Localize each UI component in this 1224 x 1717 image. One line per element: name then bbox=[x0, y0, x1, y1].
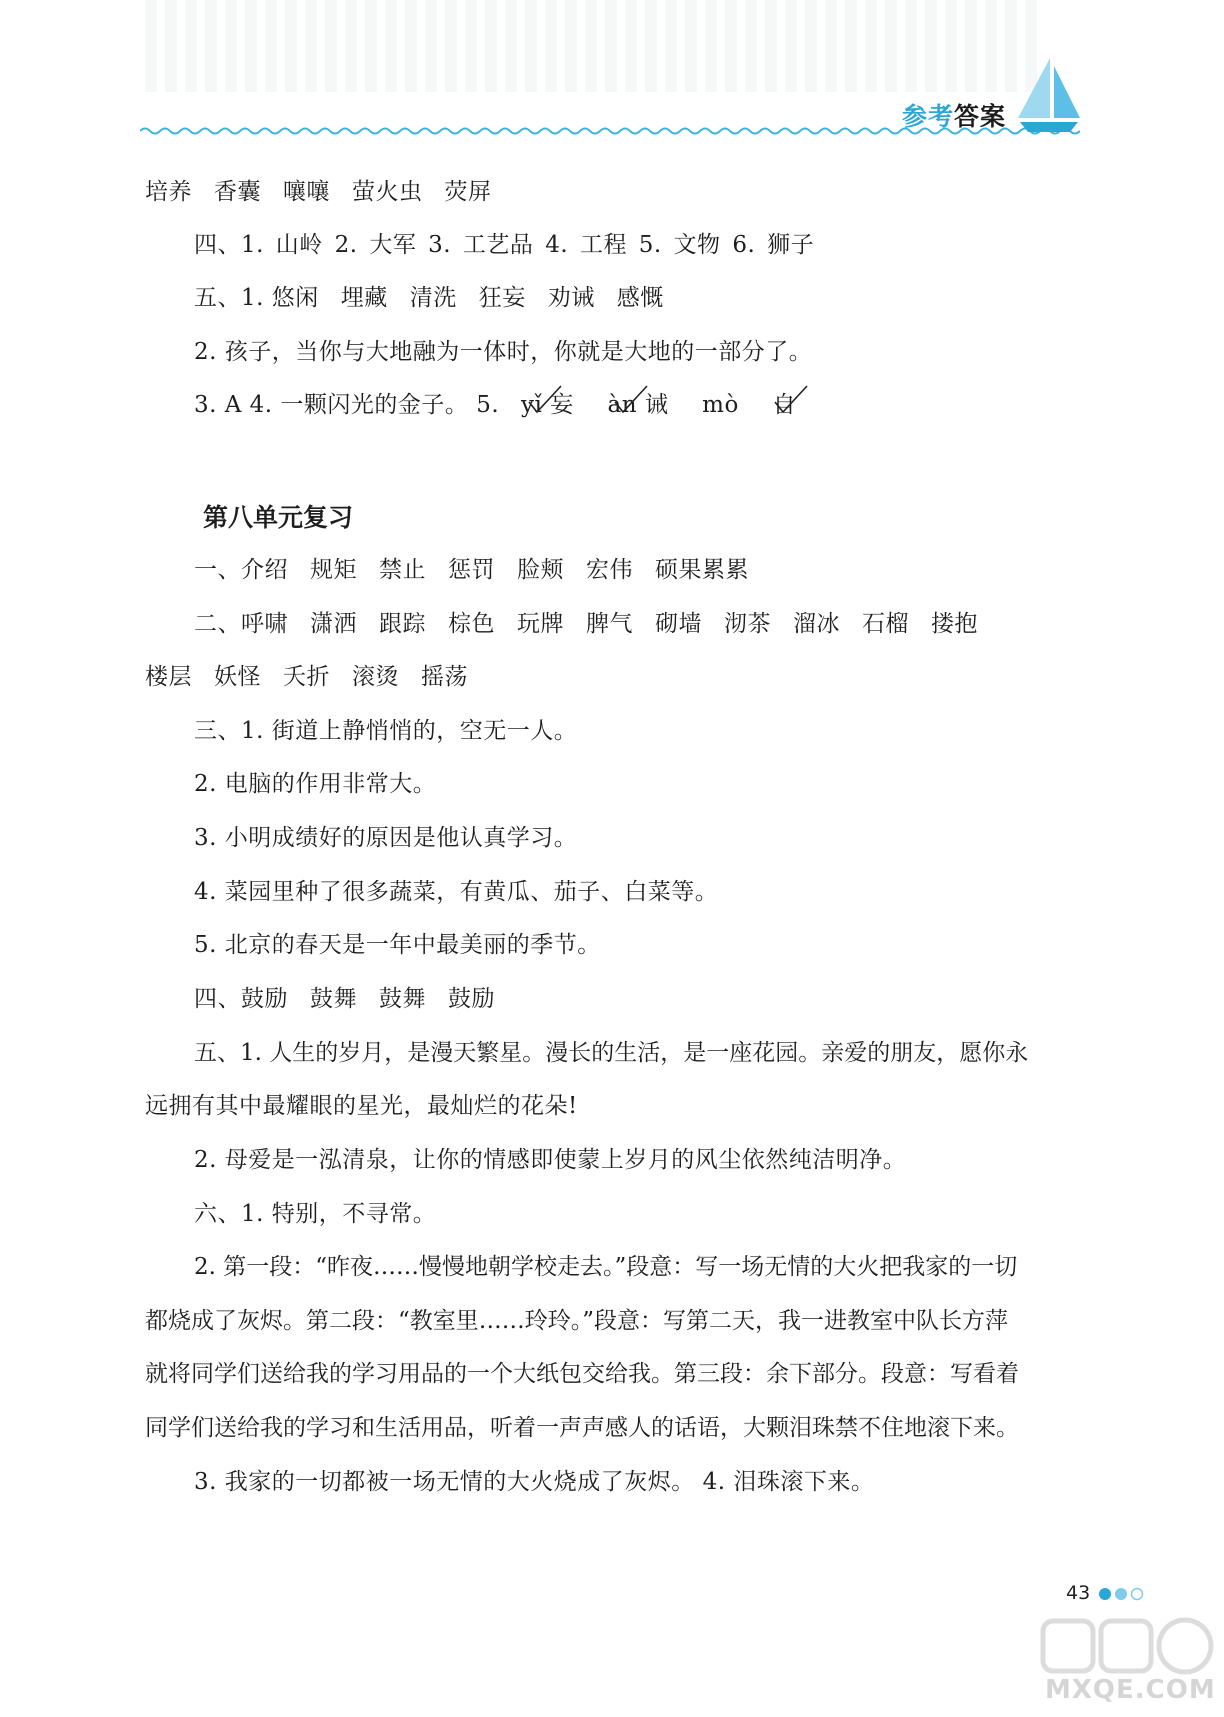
word: 禁止 bbox=[379, 557, 426, 583]
word: 萤火虫 bbox=[352, 179, 423, 205]
answer-line bbox=[194, 609, 978, 639]
title-part-1: 参考 bbox=[902, 102, 955, 131]
answer-line: 2. 母爱是一泓清泉，让你的情感即使蒙上岁月的风尘依然纯洁明净。 bbox=[194, 1147, 907, 1173]
word: 四、鼓励 bbox=[194, 986, 288, 1012]
answer-prefix: 3. A 4. 一颗闪光的金子。 5. bbox=[194, 392, 500, 418]
page-number: 43 bbox=[1066, 1582, 1091, 1604]
word: 楼层 bbox=[145, 664, 192, 690]
word: 夭折 bbox=[283, 664, 330, 690]
answer-line bbox=[145, 177, 514, 207]
pinyin-text: mò bbox=[702, 392, 739, 418]
checkmark-icon bbox=[769, 384, 809, 418]
pinyin-text: 自 bbox=[772, 392, 797, 418]
answer-line: 2. 第一段：“昨夜……慢慢地朝学校走去。”段意：写一场无情的大火把我家的一切 bbox=[194, 1254, 1018, 1280]
page-header bbox=[0, 0, 1224, 140]
answer-key-title bbox=[902, 97, 1006, 133]
word: 感慨 bbox=[616, 285, 664, 311]
pinyin-text: àn 诫 bbox=[607, 392, 669, 418]
word: 玩牌 bbox=[517, 611, 564, 637]
pinyin-answer bbox=[521, 390, 574, 420]
word: 规矩 bbox=[310, 557, 357, 583]
pinyin-answer bbox=[607, 390, 668, 420]
word: 脾气 bbox=[586, 611, 633, 637]
answer-line: 三、1. 街道上静悄悄的，空无一人。 bbox=[194, 718, 578, 744]
word: 惩罚 bbox=[448, 557, 495, 583]
word: 潇洒 bbox=[310, 611, 357, 637]
title-part-2: 答案 bbox=[954, 102, 1007, 131]
word: 溜冰 bbox=[793, 611, 840, 637]
checkmark-icon bbox=[609, 384, 649, 418]
answer-line bbox=[194, 390, 822, 420]
answer-line bbox=[194, 555, 771, 585]
word: 搂抱 bbox=[931, 611, 978, 637]
word: 狂妄 bbox=[478, 285, 526, 311]
word: 石榴 bbox=[862, 611, 909, 637]
answer-line: 五、1. 人生的岁月，是漫天繁星。漫长的生活，是一座花园。亲爱的朋友，愿你永 bbox=[194, 1040, 1029, 1066]
answer-line: 四、1. 山岭 2. 大军 3. 工艺品 4. 工程 5. 文物 6. 狮子 bbox=[194, 232, 815, 258]
word: 硕果累累 bbox=[655, 557, 749, 583]
word: 脸颊 bbox=[517, 557, 564, 583]
pinyin-answer bbox=[773, 390, 797, 420]
answer-line bbox=[194, 283, 686, 313]
word: 劝诫 bbox=[547, 285, 595, 311]
word: 棕色 bbox=[448, 611, 495, 637]
word: 鼓励 bbox=[448, 986, 495, 1012]
answer-line bbox=[194, 984, 517, 1014]
word: 沏茶 bbox=[724, 611, 771, 637]
word: 鼓舞 bbox=[379, 986, 426, 1012]
page-dots-icon bbox=[1098, 1586, 1148, 1602]
pinyin-answer bbox=[702, 390, 739, 420]
word: 香囊 bbox=[214, 179, 261, 205]
word: 摇荡 bbox=[421, 664, 468, 690]
answer-line: 就将同学们送给我的学习用品的一个大纸包交给我。第三段：余下部分。段意：写看着 bbox=[145, 1361, 1019, 1387]
answer-line: 3. 小明成绩好的原因是他认真学习。 bbox=[194, 825, 578, 851]
answer-line: 都烧成了灰烬。第二段：“教室里……玲玲。”段意：写第二天，我一进教室中队长方萍 bbox=[145, 1308, 1009, 1334]
checkmark-icon bbox=[523, 384, 563, 418]
answer-line: 2. 电脑的作用非常大。 bbox=[194, 771, 437, 797]
answer-line: 2. 孩子，当你与大地融为一体时，你就是大地的一部分了。 bbox=[194, 339, 813, 365]
answer-line: 远拥有其中最耀眼的星光，最灿烂的花朵! bbox=[145, 1093, 578, 1119]
pinyin-text: yǐ 妄 bbox=[521, 392, 574, 418]
sailboat-icon bbox=[1016, 56, 1082, 134]
word: 鼓舞 bbox=[310, 986, 357, 1012]
word: 跟踪 bbox=[379, 611, 426, 637]
word: 荧屏 bbox=[444, 179, 492, 205]
answer-line: 4. 菜园里种了很多蔬菜，有黄瓜、茄子、白菜等。 bbox=[194, 879, 719, 905]
watermark-text: MXQE.COM bbox=[1045, 1675, 1216, 1705]
answer-line bbox=[145, 662, 490, 692]
header-decoration bbox=[145, 0, 1045, 92]
word: 滚烫 bbox=[352, 664, 399, 690]
word: 砌墙 bbox=[655, 611, 702, 637]
word: 宏伟 bbox=[586, 557, 633, 583]
word: 妖怪 bbox=[214, 664, 261, 690]
section-title: 第八单元复习 bbox=[203, 503, 354, 532]
word: 培养 bbox=[145, 179, 192, 205]
answer-line: 同学们送给我的学习和生活用品，听着一声声感人的话语，大颗泪珠禁不住地滚下来。 bbox=[145, 1415, 1019, 1441]
word: 五、1. 悠闲 bbox=[194, 285, 319, 311]
word: 埋藏 bbox=[340, 285, 388, 311]
word: 嚷嚷 bbox=[283, 179, 330, 205]
answer-line: 六、1. 特别，不寻常。 bbox=[194, 1201, 437, 1227]
answer-line: 3. 我家的一切都被一场无情的大火烧成了灰烬。 4. 泪珠滚下来。 bbox=[194, 1469, 875, 1495]
word: 二、呼啸 bbox=[194, 611, 288, 637]
word: 一、介绍 bbox=[194, 557, 288, 583]
answer-line: 5. 北京的春天是一年中最美丽的季节。 bbox=[194, 932, 601, 958]
word: 清洗 bbox=[409, 285, 457, 311]
